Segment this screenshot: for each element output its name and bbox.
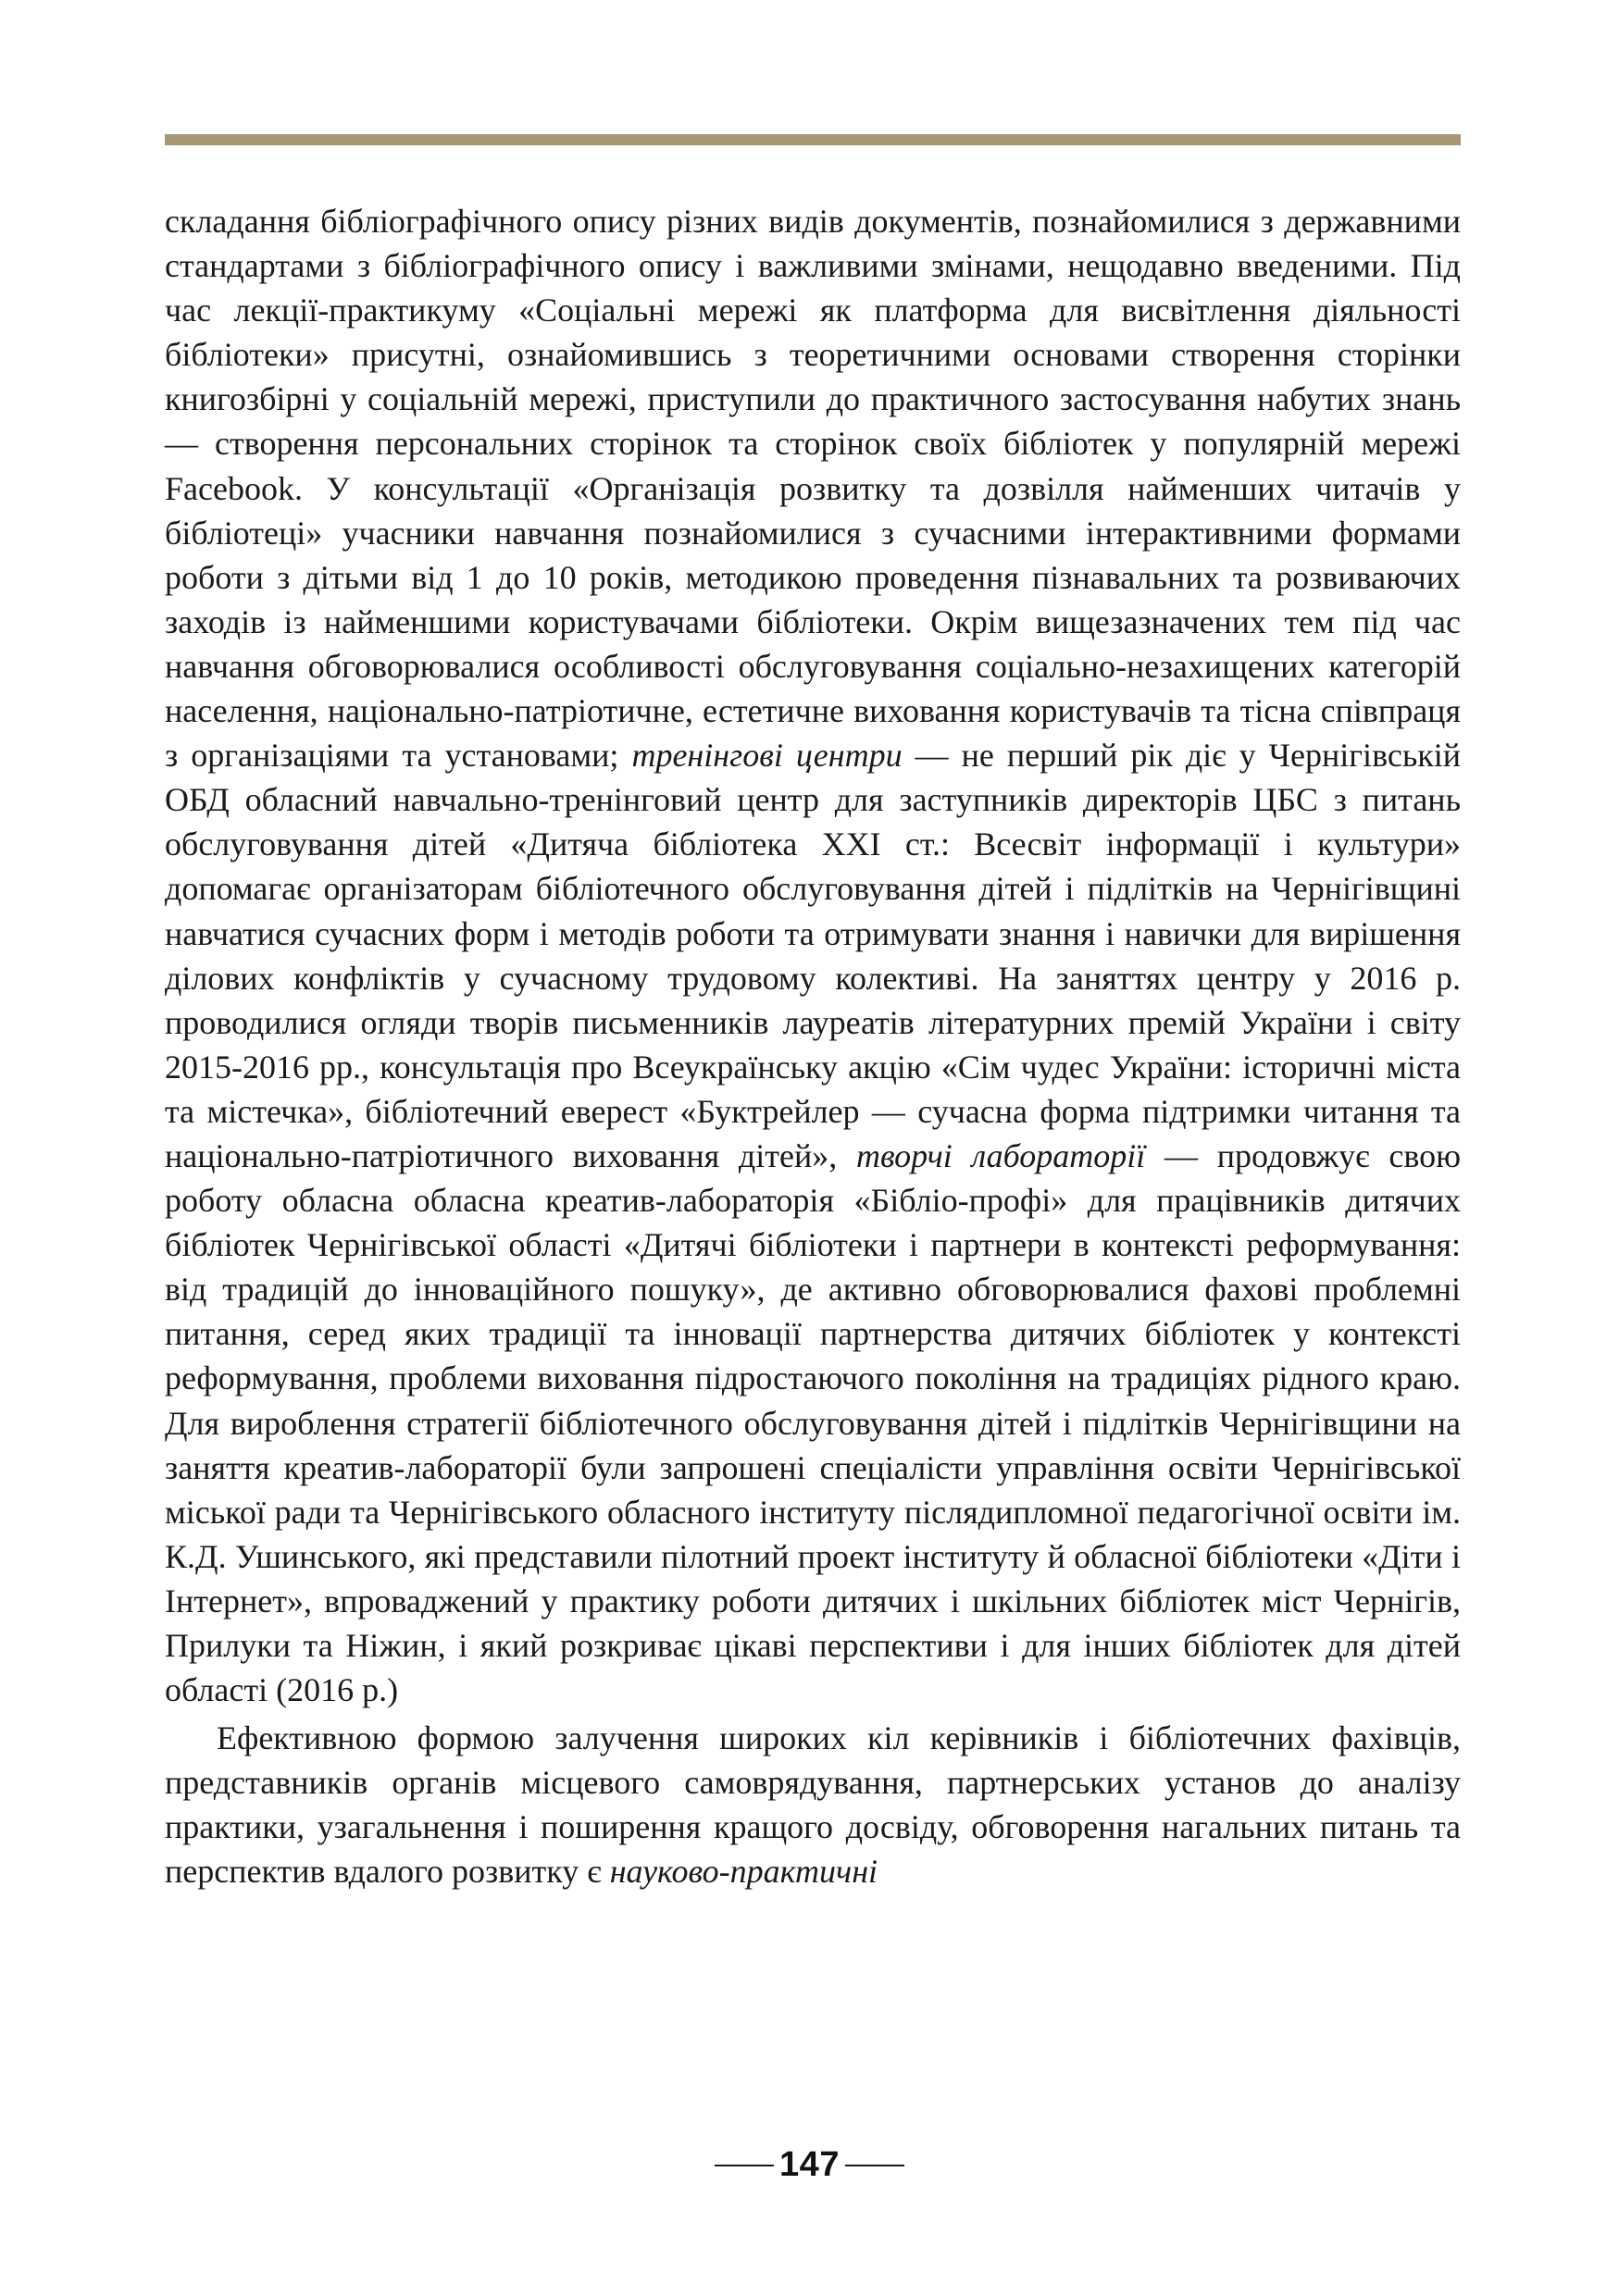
italic-term-scientific-practical: науково-практичні [609, 1853, 878, 1891]
paragraph-1-segment: — не перший рік діє у Чернігівській ОБД обласний навчально-тренінговий центр для заступників директорів ЦБС з питань обслуговування дітей «Дитяча бібліотека XXI ст.: Всесвіт інформації і культури» допомагає організаторам бібліотечного обслуговування дітей і підлітків на Чернігівщині навчатися сучасних форм і методів роботи та отримувати знання і навички для вирішення ділових конфліктів у сучасному трудовому колективі. На заняттях центру у 2016 р. проводилися огляди творів письменників лауреатів літературних премій України і світу 2015-2016 рр., консультація про Всеукраїнську акцію «Сім чудес України: історичні міста та містечка», бібліотечний еверест «Буктрейлер — сучасна форма підтримки читання та національно-патріотичного виховання дітей», [165, 737, 1462, 1174]
page-number: 147 [779, 2145, 840, 2184]
page-number-right-rule [845, 2165, 904, 2166]
paragraph-1-segment: складання бібліографічного опису різних видів документів, познайомилися з державними стандартами з бібліографічного опису і важливими змінами, нещодавно введеними. Під час лекції-практикуму «Соціальні мережі як платформа для висвітлення діяльності бібліотеки» присутні, ознайомившись з теоретичними основами створення сторінки книгозбірні у соціальній мережі, приступили до практичного застосування набутих знань — створення персональних сторінок та сторінок своїх бібліотек у популярній мережі Facebook. У консультації «Організація розвитку та дозвілля найменших читачів у бібліотеці» учасники навчання познайомилися з сучасними інтерактивними формами роботи з дітьми від 1 до 10 років, методикою проведення пізнавальних та розвиваючих заходів із найменшими користувачами бібліотеки. Окрім вищезазначених тем під час навчання обговорювалися особливості обслуговування соціально-незахищених категорій населення, національно-патріотичне, естетичне виховання користувачів та тісна співпраця з організаціями та установами; [165, 203, 1461, 775]
header-rule [165, 134, 1461, 145]
italic-term-training-centers: тренінгові центри [631, 737, 903, 775]
paragraph-2-segment: Ефективною формою залучення широких кіл керівників і бібліотечних фахівців, представників органів місцевого самоврядування, партнерських установ до аналізу практики, узагальнення і поширення кращого досвіду, обговорення нагальних питань та перспектив вдалого розвитку є [165, 1719, 1461, 1891]
body-text [165, 199, 1461, 1894]
page-footer [0, 2145, 1619, 2185]
italic-term-creative-labs: творчі лабораторії [855, 1136, 1146, 1174]
paragraph-1-segment: — продовжує свою роботу обласна обласна креатив-лабораторія «Бібліо-профі» для працівників дитячих бібліотек Чернігівської області «Дитячі бібліотеки і партнери в контексті реформування: від традицій до інноваційного пошуку», де активно обговорювалися фахові проблемні питання, серед яких традиції та інновації партнерства дитячих бібліотек у контексті реформування, проблеми виховання підростаючого покоління на традиціях рідного краю. Для вироблення стратегії бібліотечного обслуговування дітей і підлітків Чернігівщини на заняття креатив-лабораторії були запрошені спеціалісти управління освіти Чернігівської міської ради та Чернігівського обласного інституту післядипломної педагогічної освіти ім. К.Д. Ушинського, які представили пілотний проект інституту й обласної бібліотеки «Діти і Інтернет», впроваджений у практику роботи дитячих і шкільних бібліотек міст Чернігів, Прилуки та Ніжин, і який розкриває цікаві перспективи і для інших бібліотек для дітей області (2016 р.) [165, 1136, 1461, 1709]
page-number-left-rule [715, 2165, 774, 2166]
paragraph-2 [165, 1716, 1461, 1893]
paragraph-1 [165, 199, 1461, 1712]
